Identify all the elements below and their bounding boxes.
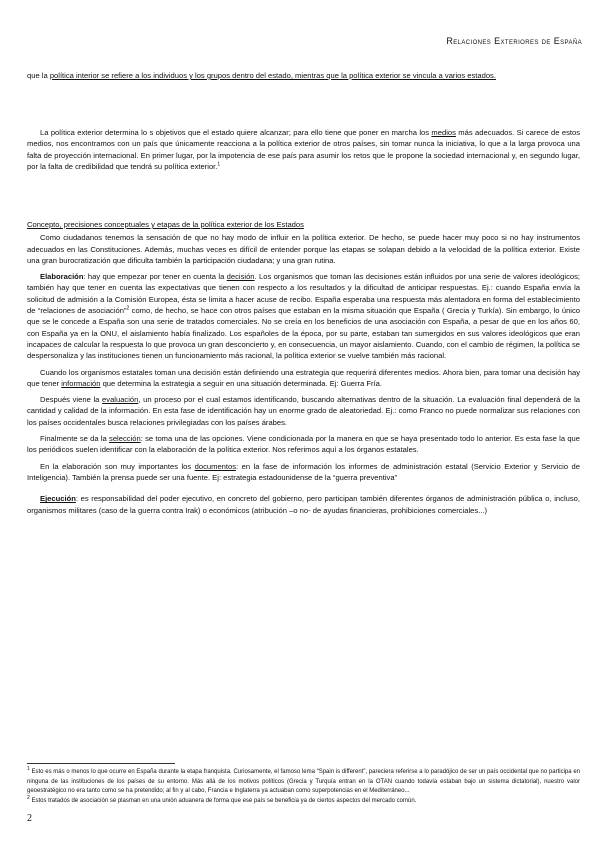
paragraph-ejecucion bbox=[27, 493, 580, 516]
term-documentos: documentos bbox=[194, 461, 237, 471]
footnote-divider bbox=[27, 763, 175, 764]
objetivos-text-b: más adecuados. Si carece de estos medios, nos encontramos con un país que únicamente reacciona a la política exterior de otros países, sin tomar nunca la iniciativa, lo que a la larga provoca una falta de proyección internacional. En primer lugar, por la impotencia de ese país para asumir los retos que le propone la sociedad internacional y, en segundo lugar, por la falta de credibilidad que tendrá su política exterior. bbox=[27, 128, 580, 171]
footnote-1 bbox=[27, 768, 580, 797]
term-medios: medios bbox=[431, 128, 456, 137]
documentos-text-a: En la elaboración son muy importantes los bbox=[40, 461, 195, 471]
paragraph-ciudadanos: Como ciudadanos tenemos la sensación de que no hay modo de influir en la política exterior. De hecho, se puede hacer muy poco si no hay instrumentos adecuados en las Constituciones. Además, muchas veces es difícil de entender porque las etapas se solapan debido a la velocidad de la política exterior. Existe una gran burocratización que dificulta también la participación ciudadana; y una gran rutina. bbox=[27, 233, 580, 265]
section-concepto bbox=[27, 219, 580, 516]
footnote-2-number: 2 bbox=[27, 794, 30, 801]
paragraph-organismos bbox=[27, 367, 580, 390]
footnote-1-text: Esto es más o menos lo que ocurre en España durante la etapa franquista. Curiosamente, el famoso lema “Spain is different”, pareciera referirse a lo paradójico de ser un país occidental que no participa en ninguna de las instituciones de los países de su entorno. Más allá de los motivos políticos (Grecia y Turquía entran en la OTAN cuando todavía estaban bajo un sistema dictatorial), nuestro valor geoestratégico no era tanto como se ha pretendido; al fin y al cabo, Francia e Inglaterra ya actuaban como superpotencias en el Mediterráneo... bbox=[27, 769, 580, 794]
seleccion-text-b: : se toma una de las opciones. Viene condicionada por la manera en que se haya presentado todo lo anterior. Es esta fase la que los periódicos suelen identificar con la elaboración de la política exterior. Nos referimos aquí a los órganos estatales. bbox=[27, 434, 580, 455]
intro-lead: que la bbox=[27, 71, 50, 80]
organismos-text-b: que determina la estrategia a seguir en una situación determinada. Ej: Guerra Fría. bbox=[100, 378, 383, 388]
paragraph-seleccion bbox=[27, 433, 580, 456]
seleccion-text-a: Finalmente se da la bbox=[40, 434, 110, 444]
objetivos-block bbox=[27, 127, 580, 172]
term-decision: decisión bbox=[226, 272, 255, 282]
elaboracion-text-b: . Los organismos que toman las decisiones están influidos por una serie de valores ideológicos; también hay que tener en cuenta las expectativas que tienen con respecto a los resultados y la dificultad de anticipar respuestas. Ej.: cuando España envía la solicitud de admisión a la Comisión Europea, ésta se limita a hacer acuse de recibo. España esperaba una respuesta más alentadora en forma del establecimiento de “relaciones de asociación” bbox=[27, 272, 581, 316]
paragraph-documentos bbox=[27, 461, 580, 484]
footnote-2 bbox=[27, 794, 580, 807]
objetivos-text-a: La política exterior determina lo s objetivos que el estado quiere alcanzar; para ello tiene que poner en marcha los bbox=[40, 128, 432, 137]
organismos-text-a: Cuando los organismos estatales toman una decisión están definiendo una estrategia que requerirá diferentes medios. Ahora bien, para tomar una decisión hay que tener bbox=[27, 367, 580, 388]
section-heading: Concepto, precisiones conceptuales y etapas de la política exterior de los Estados bbox=[27, 220, 304, 229]
page-number: 2 bbox=[27, 813, 32, 824]
paragraph-elaboracion bbox=[27, 271, 580, 361]
term-seleccion: selección bbox=[109, 434, 141, 444]
footnotes bbox=[27, 768, 580, 806]
intro-block bbox=[27, 70, 580, 81]
term-ejecucion: Ejecución bbox=[40, 494, 76, 504]
term-informacion: información bbox=[61, 378, 101, 388]
evaluacion-text-b: , un proceso por el cual estamos identificando, buscando alternativas dentro de la situación. La evaluación final dependerá de la cantidad y calidad de la información. En esta fase de identificación hay un enorme grado de aleatoriedad. Ej.: como Franco no puede normalizar sus relaciones con los países occidentales busca relaciones privilegiadas con los países árabes. bbox=[27, 395, 580, 427]
elaboracion-text-c: como, de hecho, se hace con otros países que estaban en la misma situación que España ( Grecia y Turkía). Sin embargo, lo único que se le concede a España son una serie de tratados comerciales. No se creía en los beneficios de una asociación con España, a pesar de que en los años 60, con España ya en la ONU, el aislamiento había finalizado. Los españoles de la época, por su parte, estaban tan sumergidos en sus valores ideológicos que eran incapaces de calcular la respuesta lo que provoca un gran desconcierto y, en consecuencia, un mayor aislamiento. Cuando, con el cambio de régimen, la política se despersonaliza y las instituciones tienen un funcionamiento más racional, la política exterior se vuelve también más racional. bbox=[27, 306, 581, 361]
evaluacion-text-a: Después viene la bbox=[40, 395, 103, 405]
paragraph-evaluacion bbox=[27, 394, 580, 428]
footnote-ref-2[interactable]: 2 bbox=[126, 305, 130, 312]
intro-underlined-text: política interior se refiere a los individuos y los grupos dentro del estado, mientras que la política exterior se vincula a varios estados. bbox=[49, 71, 496, 80]
ejecucion-text-b: : es responsabilidad del poder ejecutivo, en concreto del gobierno, pero participan también diferentes órganos de administración pública o, incluso, organismos militares (caso de la guerra contra Irak) o económicos (atribución –o no- de ayudas financieras, prohibiciones comerciales...) bbox=[27, 494, 580, 515]
intro-paragraph bbox=[27, 70, 580, 81]
documentos-text-b: : en la fase de información los informes de administración estatal (Servicio Exterior y Servicio de Inteligencia). También la prensa puede ser una fuente. Ej: estrategia estadounidense de la “guerra preventiva” bbox=[27, 461, 580, 482]
footnote-ref-1[interactable]: 1 bbox=[217, 161, 221, 168]
term-evaluacion: evaluación bbox=[102, 395, 139, 405]
running-header: Relaciones Exteriores de España bbox=[446, 36, 582, 46]
footnote-2-text: Estos tratados de asociación se plasman en una unión aduanera de forma que ese país se beneficia ya de ciertos aspectos del mercado común. bbox=[31, 797, 417, 804]
elaboracion-text-a: : hay que empezar por tener en cuenta la bbox=[83, 272, 227, 282]
footnote-1-number: 1 bbox=[27, 766, 30, 772]
paragraph-objetivos bbox=[27, 127, 580, 172]
term-elaboracion: Elaboración bbox=[40, 272, 84, 282]
